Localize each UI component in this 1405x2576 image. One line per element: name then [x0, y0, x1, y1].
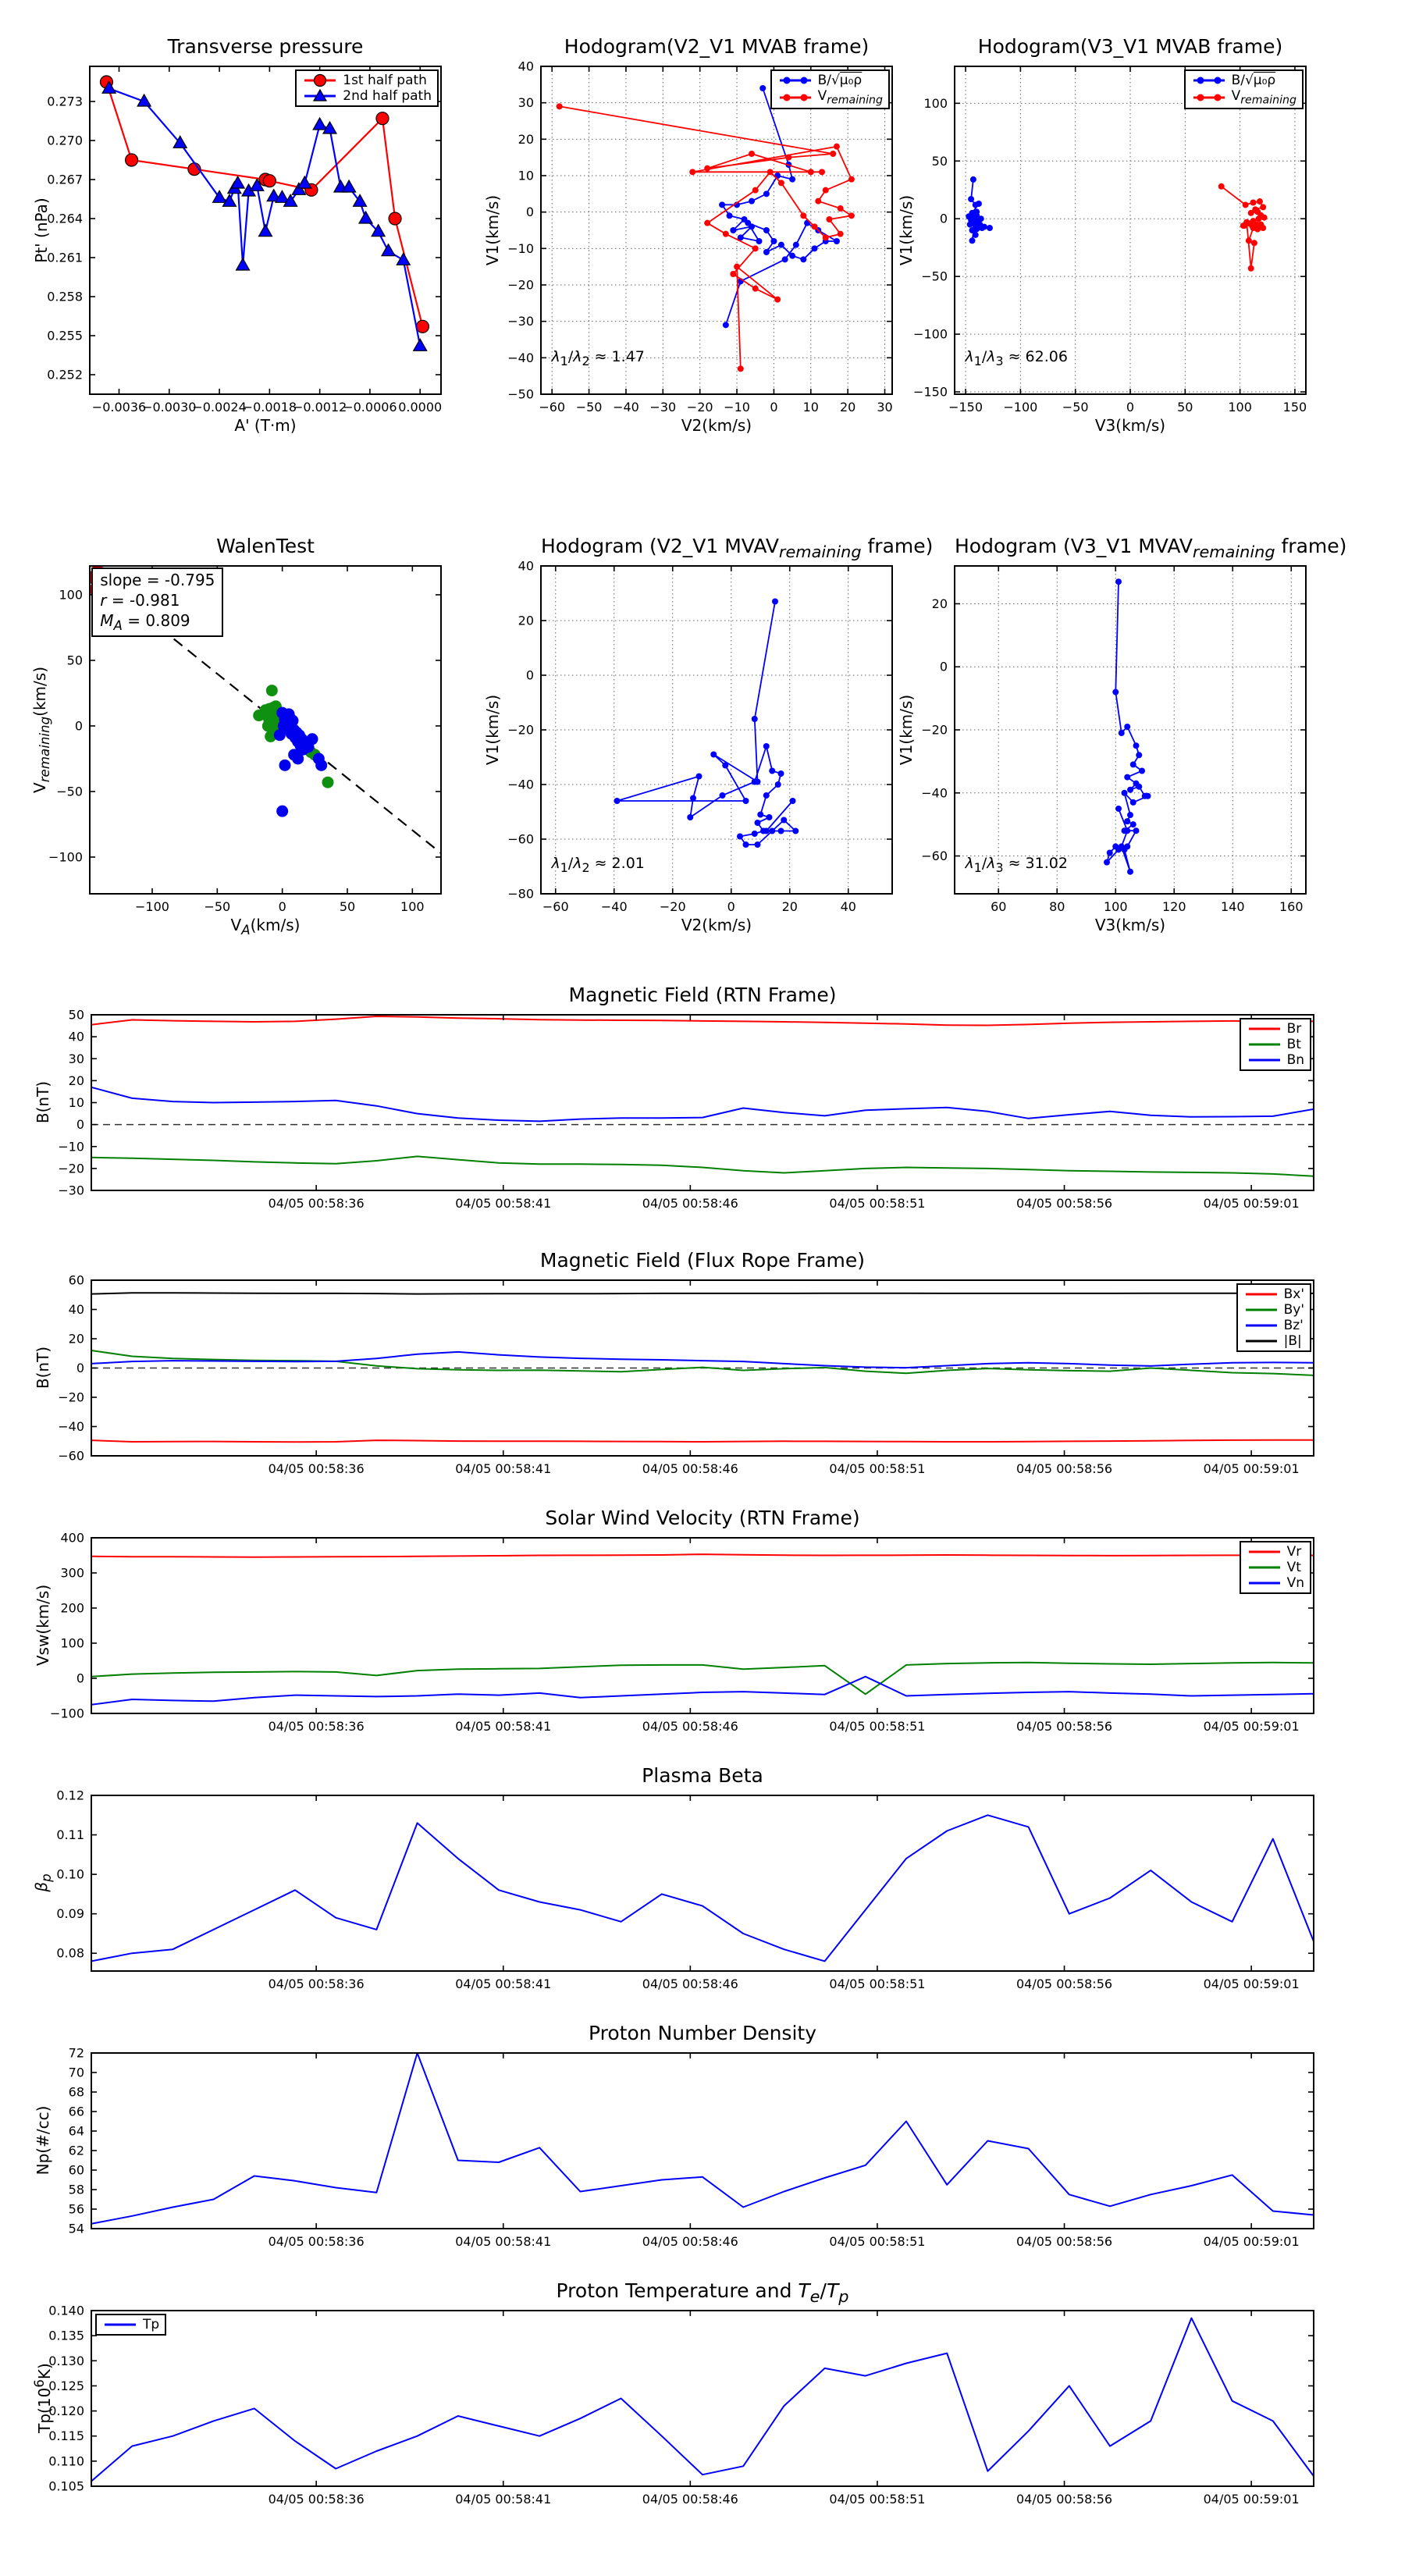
panel-transverse-pressure — [29, 35, 450, 449]
svg-text:04/05 00:58:51: 04/05 00:58:51 — [829, 2234, 926, 2249]
panel-proton-temperature — [30, 2279, 1323, 2521]
legend-item — [1243, 1318, 1304, 1333]
svg-text:−40: −40 — [600, 899, 628, 914]
svg-text:100: 100 — [60, 1635, 84, 1651]
legend-swatch-line-icon — [102, 2317, 138, 2332]
y-axis-label: V1(km/s) — [483, 194, 502, 266]
svg-text:04/05 00:58:51: 04/05 00:58:51 — [829, 1976, 926, 1991]
svg-text:04/05 00:58:36: 04/05 00:58:36 — [268, 1461, 365, 1476]
svg-text:−10: −10 — [724, 400, 750, 415]
legend-label: 2nd half path — [343, 88, 432, 104]
legend-item — [777, 73, 883, 88]
svg-text:20: 20 — [518, 131, 534, 147]
panel-plasma-beta — [30, 1764, 1323, 2006]
plot-area — [30, 1272, 1323, 1491]
svg-text:04/05 00:58:41: 04/05 00:58:41 — [455, 1976, 552, 1991]
legend-label: Vr — [1286, 1544, 1302, 1560]
svg-text:0: 0 — [76, 1361, 84, 1375]
svg-text:62: 62 — [68, 2143, 84, 2158]
legend-swatch-line-icon — [1247, 1575, 1282, 1591]
svg-text:−40: −40 — [921, 785, 948, 801]
legend-item — [1247, 1560, 1304, 1575]
svg-text:−100: −100 — [913, 326, 948, 342]
svg-text:300: 300 — [60, 1565, 84, 1581]
svg-text:0.0000: 0.0000 — [398, 400, 443, 415]
svg-text:−100: −100 — [48, 849, 83, 865]
svg-text:04/05 00:58:36: 04/05 00:58:36 — [268, 1196, 365, 1211]
legend-item — [302, 88, 432, 104]
svg-text:60: 60 — [991, 899, 1007, 914]
svg-text:04/05 00:58:41: 04/05 00:58:41 — [455, 1719, 552, 1734]
svg-text:−80: −80 — [507, 886, 534, 902]
svg-text:−50: −50 — [507, 386, 534, 402]
svg-text:10: 10 — [802, 400, 819, 415]
y-axis-label: V1(km/s) — [483, 694, 502, 766]
svg-text:−40: −40 — [507, 350, 534, 365]
x-axis-label: $V_A(km/s)$ — [230, 916, 301, 938]
svg-text:150: 150 — [1282, 400, 1307, 415]
chart-title: WalenTest — [216, 535, 315, 557]
legend-swatch-line-icon — [1243, 1302, 1279, 1318]
svg-text:0: 0 — [939, 211, 948, 226]
svg-text:200: 200 — [60, 1600, 84, 1616]
svg-text:70: 70 — [68, 2065, 84, 2080]
svg-text:−50: −50 — [575, 400, 603, 415]
x-axis-label: V2(km/s) — [681, 416, 752, 435]
y-axis-label: $\beta_p$ — [32, 1873, 54, 1892]
svg-text:20: 20 — [518, 613, 534, 628]
legend — [1240, 1541, 1311, 1594]
legend-item — [102, 2317, 159, 2332]
svg-text:40: 40 — [68, 1302, 84, 1317]
svg-text:50: 50 — [68, 1007, 84, 1023]
svg-text:04/05 00:59:01: 04/05 00:59:01 — [1203, 1719, 1300, 1734]
legend-label: Bx' — [1283, 1286, 1304, 1302]
stats-annotation: slope = -0.795 r = -0.981 $M_A = 0.809$ — [91, 568, 223, 637]
svg-text:20: 20 — [931, 596, 948, 611]
svg-text:−0.0006: −0.0006 — [343, 400, 397, 415]
chart-title: Hodogram (V2_V1 $MVAV_{remaining}$ frame) — [541, 535, 934, 561]
svg-text:−0.0018: −0.0018 — [242, 400, 297, 415]
chart-title: Solar Wind Velocity (RTN Frame) — [545, 1507, 860, 1529]
svg-text:−60: −60 — [921, 849, 948, 864]
legend-label: Vn — [1286, 1575, 1304, 1591]
svg-text:72: 72 — [68, 2045, 84, 2061]
svg-text:64: 64 — [68, 2123, 84, 2139]
svg-text:04/05 00:58:56: 04/05 00:58:56 — [1016, 2234, 1113, 2249]
svg-text:04/05 00:58:56: 04/05 00:58:56 — [1016, 1719, 1113, 1734]
svg-text:04/05 00:58:56: 04/05 00:58:56 — [1016, 1976, 1113, 1991]
legend-label: $V_{remaining}$ — [1231, 88, 1297, 107]
svg-text:04/05 00:58:46: 04/05 00:58:46 — [642, 2234, 738, 2249]
panel-hodogram-v3v1-mvav — [894, 535, 1347, 948]
svg-text:−40: −40 — [58, 1419, 84, 1434]
svg-text:0: 0 — [1126, 400, 1135, 415]
svg-text:0.115: 0.115 — [48, 2428, 84, 2444]
plot-area — [894, 558, 1315, 948]
svg-text:0.09: 0.09 — [56, 1906, 84, 1922]
svg-text:04/05 00:58:56: 04/05 00:58:56 — [1016, 1461, 1113, 1476]
svg-text:10: 10 — [518, 168, 534, 183]
svg-text:0.10: 0.10 — [56, 1866, 84, 1882]
panel-walen-test — [29, 535, 450, 948]
svg-text:−60: −60 — [542, 899, 569, 914]
svg-text:−60: −60 — [539, 400, 566, 415]
panel-magnetic-field-rtn — [30, 984, 1323, 1226]
chart-title: Hodogram(V2_V1 MVAB frame) — [564, 35, 870, 58]
svg-text:0: 0 — [727, 899, 735, 914]
legend — [1236, 1283, 1311, 1352]
svg-text:−60: −60 — [507, 831, 534, 847]
svg-text:80: 80 — [1049, 899, 1065, 914]
svg-text:04/05 00:58:46: 04/05 00:58:46 — [642, 1196, 738, 1211]
y-axis-label: B(nT) — [34, 1080, 52, 1124]
legend — [1240, 1018, 1311, 1071]
legend-item — [1243, 1286, 1304, 1302]
panel-magnetic-field-flux-rope — [30, 1249, 1323, 1491]
svg-text:68: 68 — [68, 2084, 84, 2100]
svg-text:50: 50 — [339, 899, 356, 914]
svg-text:−100: −100 — [1003, 400, 1038, 415]
svg-text:−10: −10 — [507, 240, 534, 256]
svg-text:04/05 00:58:36: 04/05 00:58:36 — [268, 1719, 365, 1734]
legend-item — [302, 73, 432, 88]
svg-text:0.140: 0.140 — [48, 2303, 84, 2318]
svg-text:−40: −40 — [613, 400, 639, 415]
svg-text:04/05 00:59:01: 04/05 00:59:01 — [1203, 1196, 1300, 1211]
svg-text:20: 20 — [839, 400, 856, 415]
svg-text:−100: −100 — [135, 899, 169, 914]
legend-swatch-line-icon — [1247, 1021, 1282, 1037]
svg-text:−30: −30 — [649, 400, 677, 415]
svg-text:30: 30 — [68, 1051, 84, 1066]
x-axis-label: A' (T·m) — [234, 416, 297, 435]
svg-text:−0.0036: −0.0036 — [91, 400, 147, 415]
svg-text:50: 50 — [931, 153, 948, 169]
svg-text:04/05 00:58:36: 04/05 00:58:36 — [268, 2234, 365, 2249]
legend-swatch-line-icon — [1243, 1286, 1279, 1302]
chart-title: Magnetic Field (RTN Frame) — [568, 984, 837, 1006]
y-axis-label: $V_{remaining}(km/s)$ — [30, 667, 52, 793]
legend-label: Bt — [1286, 1037, 1301, 1052]
legend-label: Tp — [143, 2317, 160, 2332]
chart-title: Hodogram(V3_V1 MVAB frame) — [977, 35, 1283, 58]
svg-text:−0.0012: −0.0012 — [292, 400, 347, 415]
lambda-annotation: $\lambda_1/\lambda_2 \approx 2.01$ — [551, 854, 645, 875]
legend-swatch-dotline-icon — [777, 90, 813, 105]
svg-text:−30: −30 — [507, 314, 534, 329]
legend — [295, 69, 439, 107]
svg-text:04/05 00:58:51: 04/05 00:58:51 — [829, 1719, 926, 1734]
svg-text:04/05 00:58:46: 04/05 00:58:46 — [642, 2492, 738, 2507]
svg-text:50: 50 — [66, 653, 83, 668]
svg-text:58: 58 — [68, 2182, 84, 2197]
legend-item — [1243, 1302, 1304, 1318]
svg-text:100: 100 — [1103, 899, 1128, 914]
svg-text:0.125: 0.125 — [48, 2378, 84, 2393]
svg-text:0: 0 — [525, 205, 534, 220]
legend-label: B/√μ₀ρ — [817, 73, 863, 88]
svg-text:0.120: 0.120 — [48, 2403, 84, 2419]
svg-text:0: 0 — [76, 1670, 84, 1686]
chart-title: Plasma Beta — [642, 1764, 763, 1787]
panel-hodogram-v2v1-mvav — [480, 535, 934, 948]
chart-title: Proton Number Density — [589, 2022, 816, 2044]
legend-swatch-line-icon — [1247, 1052, 1282, 1068]
svg-text:120: 120 — [1161, 899, 1186, 914]
svg-text:−20: −20 — [58, 1161, 84, 1176]
legend-swatch-line-icon — [1243, 1318, 1279, 1333]
legend-label: Vt — [1286, 1560, 1301, 1575]
svg-text:0.105: 0.105 — [48, 2478, 84, 2494]
svg-text:0: 0 — [525, 667, 534, 683]
svg-text:100: 100 — [923, 95, 948, 111]
svg-text:−20: −20 — [507, 277, 534, 293]
svg-text:0.258: 0.258 — [47, 289, 83, 304]
svg-text:−150: −150 — [948, 400, 984, 415]
svg-text:04/05 00:59:01: 04/05 00:59:01 — [1203, 2492, 1300, 2507]
chart-title: Magnetic Field (Flux Rope Frame) — [539, 1249, 866, 1272]
chart-title: Proton Temperature and $T_e/T_p$ — [556, 2279, 849, 2306]
svg-text:0.08: 0.08 — [56, 1945, 84, 1961]
svg-text:−20: −20 — [659, 899, 686, 914]
x-axis-label: V3(km/s) — [1094, 916, 1166, 934]
svg-text:40: 40 — [840, 899, 856, 914]
y-axis-label: Pt' (nPa) — [32, 197, 51, 263]
svg-text:0.252: 0.252 — [47, 367, 83, 382]
svg-text:04/05 00:58:41: 04/05 00:58:41 — [455, 2492, 552, 2507]
svg-text:−50: −50 — [1062, 400, 1089, 415]
svg-text:20: 20 — [781, 899, 798, 914]
legend-label: |B| — [1283, 1333, 1302, 1349]
svg-text:04/05 00:59:01: 04/05 00:59:01 — [1203, 2234, 1300, 2249]
svg-text:0.264: 0.264 — [47, 211, 83, 226]
legend-swatch-circ-icon — [302, 73, 338, 88]
legend-swatch-line-icon — [1243, 1333, 1279, 1349]
svg-text:40: 40 — [68, 1029, 84, 1044]
svg-text:04/05 00:58:51: 04/05 00:58:51 — [829, 2492, 926, 2507]
svg-text:−0.0024: −0.0024 — [192, 400, 247, 415]
svg-text:04/05 00:58:41: 04/05 00:58:41 — [455, 2234, 552, 2249]
svg-text:56: 56 — [68, 2201, 84, 2217]
svg-text:0.130: 0.130 — [48, 2353, 84, 2368]
legend-label: B/√μ₀ρ — [1231, 73, 1276, 88]
chart-title: Hodogram (V3_V1 $MVAV_{remaining}$ frame) — [955, 535, 1347, 561]
legend-item — [1191, 88, 1297, 106]
legend-label: By' — [1283, 1302, 1304, 1318]
svg-text:−100: −100 — [50, 1706, 84, 1721]
legend-label: Bz' — [1283, 1318, 1304, 1333]
svg-text:60: 60 — [68, 1272, 84, 1288]
chart-title: Transverse pressure — [167, 35, 364, 58]
svg-text:−50: −50 — [56, 784, 83, 799]
svg-text:10: 10 — [68, 1095, 84, 1110]
svg-text:04/05 00:58:36: 04/05 00:58:36 — [268, 2492, 365, 2507]
legend — [770, 69, 890, 109]
panel-hodogram-v3v1-mvab — [894, 35, 1315, 449]
legend-swatch-dotline-icon — [1191, 90, 1227, 105]
svg-text:160: 160 — [1279, 899, 1304, 914]
y-axis-label: V1(km/s) — [897, 694, 916, 766]
plot-area — [30, 1007, 1323, 1226]
y-axis-label: V1(km/s) — [897, 194, 916, 266]
svg-text:0.135: 0.135 — [48, 2328, 84, 2343]
svg-text:−40: −40 — [507, 777, 534, 792]
svg-text:54: 54 — [68, 2221, 84, 2236]
svg-text:04/05 00:59:01: 04/05 00:59:01 — [1203, 1461, 1300, 1476]
svg-text:04/05 00:58:51: 04/05 00:58:51 — [829, 1461, 926, 1476]
legend-swatch-line-icon — [1247, 1544, 1282, 1560]
svg-text:−150: −150 — [913, 384, 948, 400]
svg-text:−20: −20 — [58, 1389, 84, 1405]
svg-text:0.110: 0.110 — [48, 2453, 84, 2469]
legend-item — [1247, 1544, 1304, 1560]
plot-area — [894, 59, 1315, 449]
legend-swatch-tri-icon — [302, 88, 338, 104]
plot-area — [480, 558, 902, 948]
svg-text:0: 0 — [770, 400, 778, 415]
svg-text:04/05 00:58:51: 04/05 00:58:51 — [829, 1196, 926, 1211]
svg-text:140: 140 — [1220, 899, 1245, 914]
legend-item — [1247, 1037, 1304, 1052]
legend-swatch-dotline-icon — [1191, 73, 1227, 88]
legend-item — [777, 88, 883, 106]
lambda-annotation: $\lambda_1/\lambda_2 \approx 1.47$ — [551, 348, 645, 368]
svg-text:04/05 00:58:46: 04/05 00:58:46 — [642, 1461, 738, 1476]
svg-text:40: 40 — [518, 558, 534, 574]
svg-text:66: 66 — [68, 2104, 84, 2119]
lambda-annotation: $\lambda_1/\lambda_3 \approx 31.02$ — [965, 854, 1068, 875]
x-axis-label: V2(km/s) — [681, 916, 752, 934]
svg-text:−20: −20 — [686, 400, 713, 415]
svg-text:100: 100 — [400, 899, 425, 914]
y-axis-label: Vsw(km/s) — [34, 1584, 52, 1667]
svg-text:40: 40 — [518, 59, 534, 74]
svg-text:04/05 00:58:56: 04/05 00:58:56 — [1016, 2492, 1113, 2507]
plot-area — [30, 1788, 1323, 2006]
svg-text:04/05 00:58:36: 04/05 00:58:36 — [268, 1976, 365, 1991]
y-axis-label: B(nT) — [34, 1346, 52, 1389]
svg-text:−20: −20 — [507, 722, 534, 738]
svg-text:400: 400 — [60, 1530, 84, 1546]
legend-item — [1191, 73, 1297, 88]
plot-area — [480, 59, 902, 449]
svg-text:0: 0 — [76, 1117, 84, 1133]
legend-label: 1st half path — [343, 73, 427, 88]
svg-text:0: 0 — [939, 659, 948, 674]
svg-text:0.255: 0.255 — [47, 328, 83, 343]
svg-text:30: 30 — [877, 400, 893, 415]
lambda-annotation: $\lambda_1/\lambda_3 \approx 62.06$ — [965, 348, 1068, 368]
svg-text:04/05 00:58:46: 04/05 00:58:46 — [642, 1976, 738, 1991]
svg-text:04/05 00:58:41: 04/05 00:58:41 — [455, 1461, 552, 1476]
svg-text:20: 20 — [68, 1331, 84, 1347]
legend-swatch-line-icon — [1247, 1560, 1282, 1575]
y-axis-label: Np(#/cc) — [34, 2105, 52, 2176]
svg-text:04/05 00:58:41: 04/05 00:58:41 — [455, 1196, 552, 1211]
panel-proton-number-density — [30, 2022, 1323, 2264]
svg-text:0.273: 0.273 — [47, 94, 83, 109]
plot-area — [30, 2303, 1323, 2521]
svg-text:−10: −10 — [58, 1139, 84, 1155]
svg-text:50: 50 — [1177, 400, 1193, 415]
svg-text:0.270: 0.270 — [47, 133, 83, 148]
legend-item — [1247, 1052, 1304, 1068]
plot-area — [29, 59, 450, 449]
svg-text:0.12: 0.12 — [56, 1788, 84, 1803]
svg-text:100: 100 — [1228, 400, 1252, 415]
svg-text:−0.0030: −0.0030 — [142, 400, 197, 415]
svg-text:−20: −20 — [921, 722, 948, 738]
plot-area — [30, 1530, 1323, 1749]
svg-text:100: 100 — [59, 587, 83, 603]
legend-item — [1247, 1021, 1304, 1037]
legend-label: $V_{remaining}$ — [817, 88, 883, 107]
legend-swatch-dotline-icon — [777, 73, 813, 88]
svg-text:04/05 00:59:01: 04/05 00:59:01 — [1203, 1976, 1300, 1991]
y-axis-label: $Tp(10^6K)$ — [32, 2363, 54, 2433]
svg-text:−30: −30 — [58, 1183, 84, 1198]
legend — [95, 2314, 166, 2336]
legend-item — [1243, 1333, 1304, 1349]
legend-swatch-line-icon — [1247, 1037, 1282, 1052]
svg-text:−50: −50 — [921, 269, 948, 284]
svg-text:0.267: 0.267 — [47, 172, 83, 187]
svg-text:−50: −50 — [204, 899, 231, 914]
legend-label: Br — [1286, 1021, 1302, 1037]
svg-text:30: 30 — [518, 95, 534, 111]
legend — [1184, 69, 1304, 109]
x-axis-label: V3(km/s) — [1094, 416, 1166, 435]
legend-item — [1247, 1575, 1304, 1591]
svg-text:0: 0 — [278, 899, 286, 914]
svg-text:04/05 00:58:56: 04/05 00:58:56 — [1016, 1196, 1113, 1211]
svg-text:−60: −60 — [58, 1448, 84, 1464]
svg-text:0.11: 0.11 — [56, 1827, 84, 1843]
svg-text:20: 20 — [68, 1073, 84, 1088]
svg-text:0.261: 0.261 — [47, 250, 83, 265]
panel-hodogram-v2v1-mvab — [480, 35, 902, 449]
svg-text:04/05 00:58:46: 04/05 00:58:46 — [642, 1719, 738, 1734]
legend-label: Bn — [1286, 1052, 1304, 1068]
plot-area — [30, 2045, 1323, 2264]
svg-text:0: 0 — [74, 718, 83, 734]
panel-solar-wind-velocity — [30, 1507, 1323, 1749]
svg-text:60: 60 — [68, 2162, 84, 2178]
